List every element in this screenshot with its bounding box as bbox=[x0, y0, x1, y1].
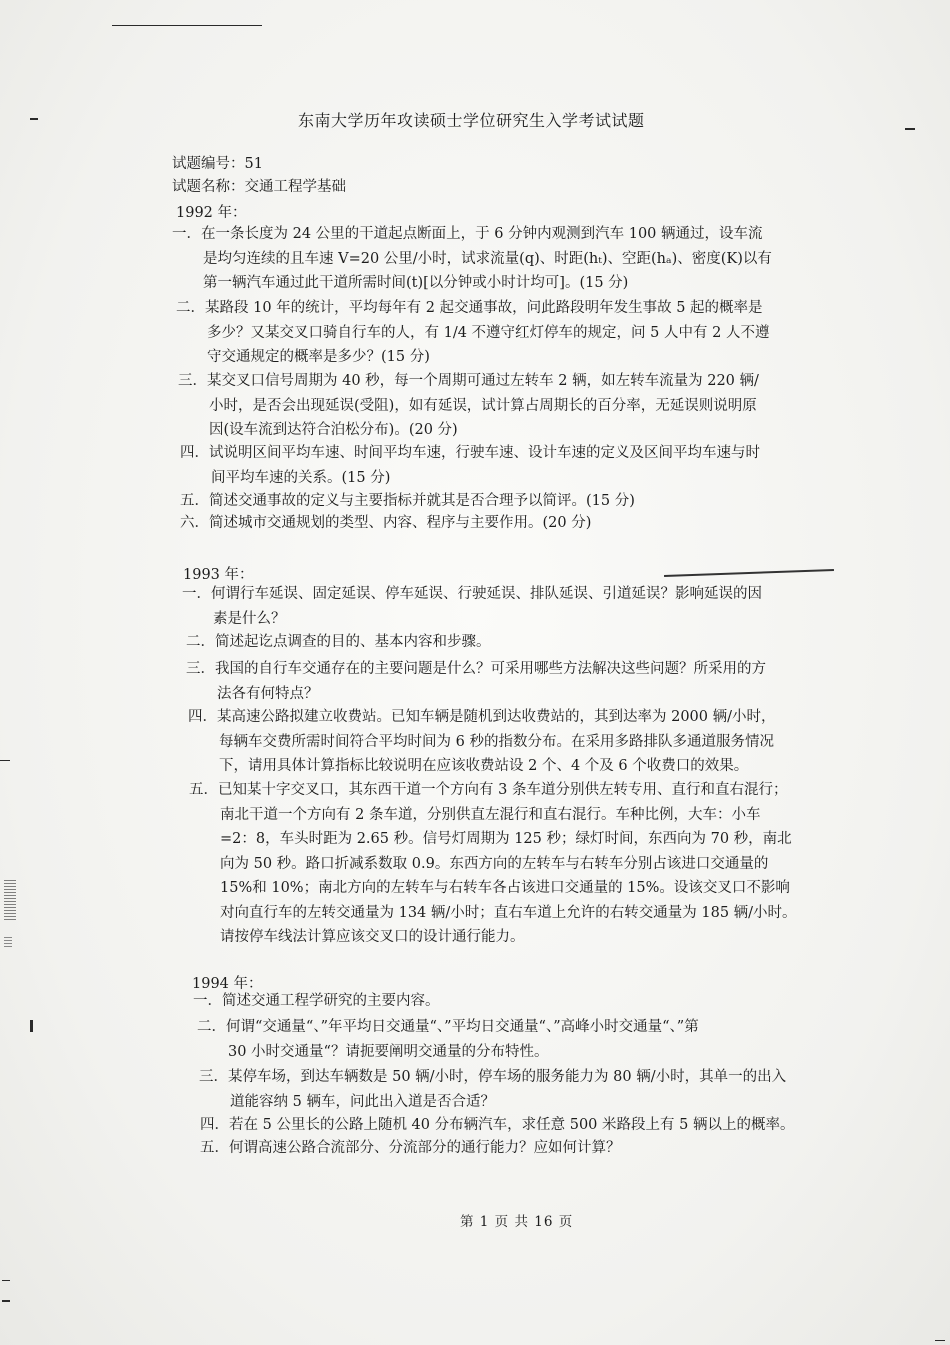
question-line: 对向直行车的左转交通量为 134 辆/小时；直右车道上允许的右转交通量为 185 辆/小时。 bbox=[220, 904, 797, 921]
question-line: 素是什么？ bbox=[213, 610, 286, 627]
question-1992-6 bbox=[180, 511, 591, 536]
question-line: 道能容纳 5 辆车，问此出入道是否合适？ bbox=[230, 1093, 495, 1110]
question-number: 六． bbox=[180, 515, 209, 531]
strikethrough-mark bbox=[664, 569, 834, 577]
question-line: 简述城市交通规划的类型、内容、程序与主要作用。(20 分) bbox=[209, 515, 592, 531]
year-heading-1993: 1993 年： bbox=[183, 567, 254, 583]
question-line: 何谓“交通量“、”年平均日交通量“、”平均日交通量“、”高峰小时交通量“、”第 bbox=[226, 1019, 699, 1035]
year-heading-1994: 1994 年： bbox=[192, 976, 263, 992]
scan-dash-left-5 bbox=[2, 1300, 10, 1302]
question-line: 守交通规定的概率是多少？(15 分) bbox=[207, 349, 430, 365]
question-1992-4 bbox=[180, 441, 760, 490]
page-title: 东南大学历年攻读硕士学位研究生入学考试试题 bbox=[298, 111, 645, 130]
question-line: 15%和 10%；南北方向的左转车与右转车各占该进口交通量的 15%。设该交叉口不影响 bbox=[220, 880, 790, 896]
question-line: 法各有何特点？ bbox=[217, 685, 319, 702]
question-1993-1 bbox=[182, 582, 762, 631]
question-line: 每辆车交费所需时间符合平均时间为 6 秒的指数分布。在采用多路排队多通道服务情况 bbox=[219, 733, 774, 750]
question-line: 小时，是否会出现延误(受阻)，如有延误，试计算占周期长的百分率，无延误则说明原 bbox=[209, 397, 757, 414]
scan-dash-left-2 bbox=[0, 760, 10, 761]
question-1992-1 bbox=[172, 222, 772, 296]
scan-bars-left-2 bbox=[4, 935, 12, 947]
scan-line-top bbox=[112, 25, 262, 26]
question-line: 请按停车线法计算应该交叉口的设计通行能力。 bbox=[220, 929, 525, 945]
question-number: 五． bbox=[189, 782, 218, 798]
scan-dash-left-3 bbox=[30, 1020, 33, 1032]
question-number: 一． bbox=[182, 586, 211, 602]
question-1993-3 bbox=[186, 657, 766, 706]
question-line: 若在 5 公里长的公路上随机 40 分布辆汽车，求任意 500 米路段上有 5 辆以上的概率。 bbox=[229, 1117, 795, 1133]
question-line: 某停车场，到达车辆数是 50 辆/小时，停车场的服务能力为 80 辆/小时，其单一的出入 bbox=[228, 1069, 787, 1085]
question-number: 三． bbox=[199, 1069, 228, 1085]
question-1994-4 bbox=[200, 1113, 794, 1138]
question-line: 试说明区间平均车速、时间平均车速，行驶车速、设计车速的定义及区间平均车速与时 bbox=[209, 445, 760, 461]
question-line: 因(设车流到达符合泊松分布)。(20 分) bbox=[209, 422, 458, 438]
question-number: 五． bbox=[180, 493, 209, 509]
question-number: 四． bbox=[180, 445, 209, 461]
question-line: 简述交通工程学研究的主要内容。 bbox=[222, 993, 440, 1009]
question-number: 五． bbox=[200, 1140, 229, 1156]
exam-name: 试题名称：交通工程学基础 bbox=[172, 179, 346, 195]
question-1994-3 bbox=[199, 1065, 786, 1114]
question-line: 某路段 10 年的统计，平均每年有 2 起交通事故，问此路段明年发生事故 5 起的概率是 bbox=[205, 300, 763, 316]
question-line: 我国的自行车交通存在的主要问题是什么？可采用哪些方法解决这些问题？所采用的方 bbox=[215, 661, 766, 677]
question-line: 何谓行车延误、固定延误、停车延误、行驶延误、排队延误、引道延误？影响延误的因 bbox=[211, 586, 762, 602]
scan-dash-right-1 bbox=[905, 128, 915, 130]
question-line: 向为 50 秒。路口折减系数取 0.9。东西方向的左转车与右转车分别占该进口交通量的 bbox=[220, 855, 769, 872]
question-line: 多少？又某交叉口骑自行车的人，有 1/4 不遵守红灯停车的规定，问 5 人中有 2 人不遵 bbox=[207, 324, 770, 341]
question-line: 在一条长度为 24 公里的干道起点断面上，于 6 分钟内观测到汽车 100 辆通过，设车流 bbox=[201, 226, 763, 242]
question-line: 第一辆汽车通过此干道所需时间(t)[以分钟或小时计均可]。(15 分) bbox=[203, 275, 629, 291]
question-number: 二． bbox=[176, 300, 205, 316]
question-1992-2 bbox=[176, 296, 769, 370]
question-line: 简述交通事故的定义与主要指标并就其是否合理予以简评。(15 分) bbox=[209, 493, 635, 509]
question-line: 已知某十字交叉口，其东西干道一个方向有 3 条车道分别供左转专用、直行和直右混行； bbox=[218, 782, 788, 798]
question-1993-5 bbox=[189, 778, 797, 950]
question-line: 下，请用具体计算指标比较说明在应该收费站设 2 个、4 个及 6 个收费口的效果。 bbox=[219, 758, 749, 774]
question-1993-2 bbox=[186, 630, 491, 655]
question-number: 一． bbox=[193, 993, 222, 1009]
scan-dash-right-2 bbox=[935, 1340, 945, 1341]
exam-number: 试题编号：51 bbox=[172, 156, 263, 172]
scan-dash-left-1 bbox=[30, 118, 38, 120]
question-line: 某交叉口信号周期为 40 秒，每一个周期可通过左转车 2 辆，如左转车流量为 220 辆/ bbox=[207, 373, 759, 389]
question-line: 南北干道一个方向有 2 条车道，分别供直左混行和直右混行。车种比例，大车：小车 bbox=[220, 806, 761, 823]
question-1994-2 bbox=[197, 1015, 699, 1064]
question-number: 一． bbox=[172, 226, 201, 242]
question-line: 是均匀连续的且车速 V=20 公里/小时，试求流量(q)、时距(hₜ)、空距(hₐ)、密度(K)以有 bbox=[203, 250, 772, 267]
question-line: 某高速公路拟建立收费站。已知车辆是随机到达收费站的，其到达率为 2000 辆/小时， bbox=[217, 709, 776, 725]
question-line: 简述起讫点调查的目的、基本内容和步骤。 bbox=[215, 634, 491, 650]
question-line: =2：8，车头时距为 2.65 秒。信号灯周期为 125 秒；绿灯时间，东西向为 70 秒，南北 bbox=[220, 831, 792, 847]
question-number: 四． bbox=[200, 1117, 229, 1133]
year-heading-1992: 1992 年： bbox=[176, 205, 247, 221]
question-1994-1 bbox=[193, 989, 440, 1014]
question-number: 三． bbox=[186, 661, 215, 677]
question-number: 二． bbox=[197, 1019, 226, 1035]
question-number: 三． bbox=[178, 373, 207, 389]
question-line: 30 小时交通量“？请扼要阐明交通量的分布特性。 bbox=[228, 1043, 549, 1060]
question-1992-5 bbox=[180, 489, 635, 514]
question-1994-5 bbox=[200, 1136, 621, 1161]
question-number: 四． bbox=[188, 709, 217, 725]
question-1992-3 bbox=[178, 369, 759, 443]
question-line: 间平均车速的关系。(15 分) bbox=[211, 469, 391, 486]
question-line: 何谓高速公路合流部分、分流部分的通行能力？应如何计算？ bbox=[229, 1140, 621, 1156]
question-number: 二． bbox=[186, 634, 215, 650]
question-1993-4 bbox=[188, 705, 776, 779]
scan-bars-left bbox=[4, 880, 16, 920]
scan-dash-left-4 bbox=[2, 1280, 10, 1281]
page-footer: 第 1 页 共 16 页 bbox=[460, 1214, 574, 1230]
